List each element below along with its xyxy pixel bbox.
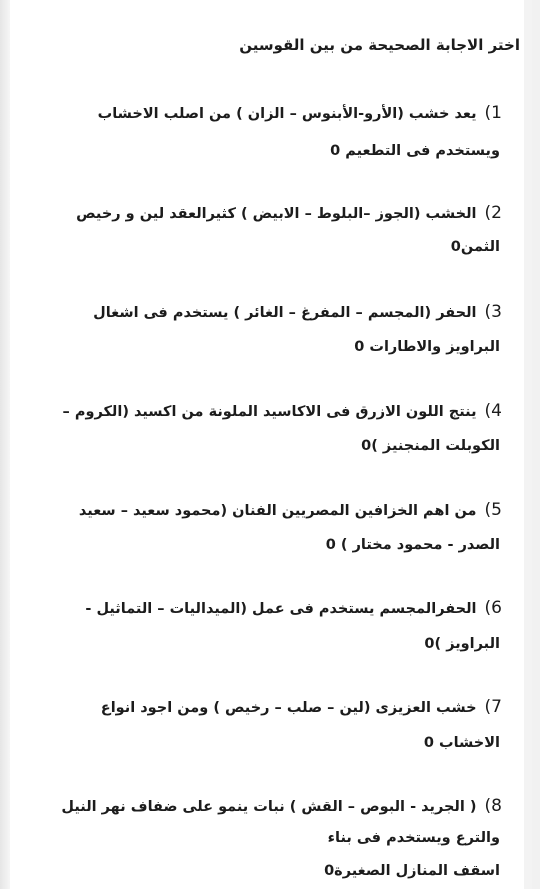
question-5-line-1: 5)من اهم الخزافين المصريين الفنان (محمود سعيد – سعيد — [78, 500, 502, 520]
question-4-line-1: 4)ينتج اللون الازرق فى الاكاسيد الملونة من اكسيد (الكروم – — [62, 401, 502, 421]
question-2-line-1: 2)الخشب (الجوز –البلوط – الابيض ) كثيرالعقد لين و رخيص — [76, 203, 502, 223]
question-7-line-1: 7)خشب العزيزى (لين – صلب – رخيص ) ومن اجود انواع — [100, 697, 502, 717]
question-1-number: 1) — [484, 103, 502, 123]
question-8-line-3: اسقف المنازل الصغيرة0 — [324, 863, 500, 879]
question-1-line-1: 1)يعد خشب (الأرو-الأبنوس – الزان ) من اصلب الاخشاب — [97, 103, 502, 123]
question-2-line-2: الثمن0 — [450, 239, 500, 255]
page-edge — [524, 0, 532, 889]
question-6-line-2: البراويز )0 — [424, 636, 500, 652]
question-7-line-2: الاخشاب 0 — [423, 735, 500, 751]
question-2-number: 2) — [484, 203, 502, 223]
question-3-number: 3) — [484, 302, 502, 322]
question-5-number: 5) — [484, 500, 502, 520]
question-3-line-2: البراويز والاطارات 0 — [354, 339, 500, 355]
question-8-number: 8) — [484, 796, 502, 816]
document-page — [10, 0, 532, 889]
question-8-line-2: والترع ويستخدم فى بناء — [327, 830, 500, 846]
question-3-line-1: 3)الحفر (المجسم – المفرغ – الغائر ) يستخدم فى اشغال — [93, 302, 502, 322]
question-6-number: 6) — [484, 598, 502, 618]
question-8-line-1: 8)( الجريد - البوص – القش ) نبات ينمو على ضفاف نهر النيل — [61, 796, 502, 816]
question-6-line-1: 6)الحفرالمجسم يستخدم فى عمل (الميداليات – التماثيل - — [85, 598, 502, 618]
question-1-line-2: ويستخدم فى التطعيم 0 — [330, 143, 500, 159]
page-shadow — [0, 0, 10, 889]
question-4-line-2: الكوبلت المنجنيز )0 — [361, 438, 500, 454]
page-title: اختر الاجابة الصحيحة من بين القوسين — [239, 36, 520, 54]
question-7-number: 7) — [484, 697, 502, 717]
question-4-number: 4) — [484, 401, 502, 421]
question-5-line-2: الصدر - محمود مختار ) 0 — [325, 537, 500, 553]
